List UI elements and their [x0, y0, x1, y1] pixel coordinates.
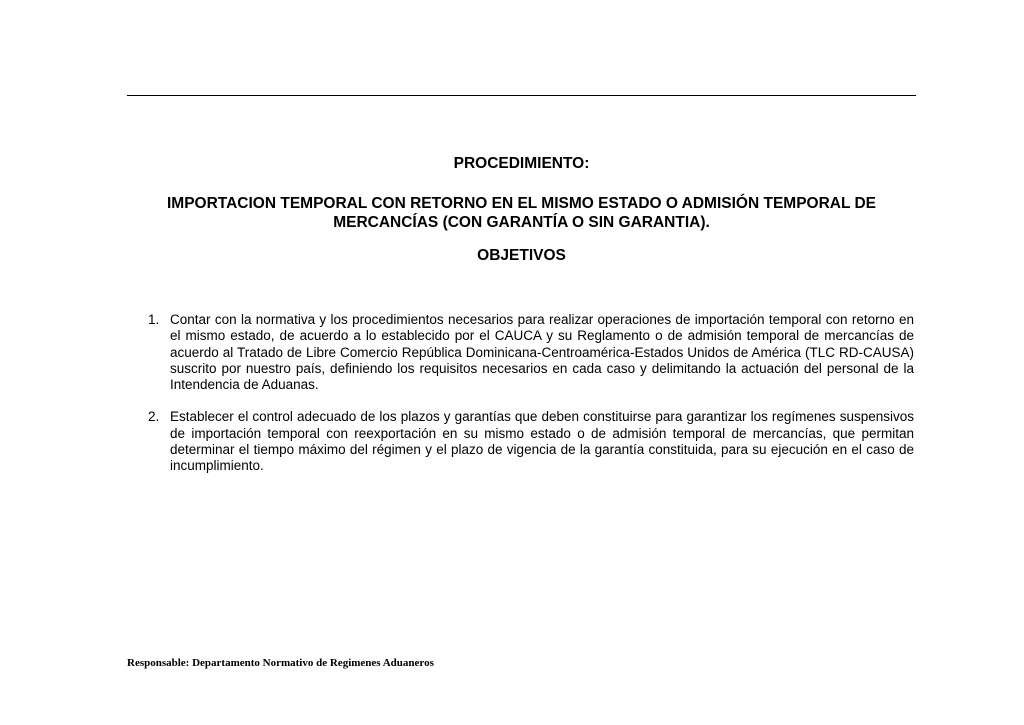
- objective-item: [127, 312, 914, 393]
- objective-item: [127, 409, 914, 474]
- objective-number: 1.: [148, 312, 160, 327]
- objective-number: 2.: [148, 409, 160, 425]
- objective-text: Establecer el control adecuado de los plazos y garantías que deben constituirse para garantizar los regímenes suspensivos de importación temporal con reexportación en su mismo estado o de admisión temporal de mercancías, que permitan determinar el tiempo máximo del régimen y el plazo de vigencia de la garantía constituida, para su ejecución en el caso de incumplimiento.: [170, 409, 914, 474]
- header-rule: [127, 95, 916, 96]
- objectives-list: [127, 312, 914, 475]
- responsible-footer: Responsable: Departamento Normativo de Regimenes Aduaneros: [127, 657, 434, 669]
- objectives-heading: OBJETIVOS: [477, 247, 566, 264]
- objective-text: Contar con la normativa y los procedimientos necesarios para realizar operaciones de importación temporal con retorno en el mismo estado, de acuerdo a lo establecido por el CAUCA y su Reglamento o de admisión temporal de mercancías de acuerdo al Tratado de Libre Comercio República Dominicana-Centroamérica-Estados Unidos de América (TLC RD-CAUSA) suscrito por nuestro país, definiendo los requisitos necesarios en cada caso y delimitando la actuación del personal de la Intendencia de Aduanas.: [170, 312, 914, 393]
- document-title: IMPORTACION TEMPORAL CON RETORNO EN EL MISMO ESTADO O ADMISIÓN TEMPORAL DE MERCANCÍAS (CON GARANTÍA O SIN GARANTIA).: [166, 195, 876, 231]
- procedure-label: PROCEDIMIENTO:: [453, 155, 590, 172]
